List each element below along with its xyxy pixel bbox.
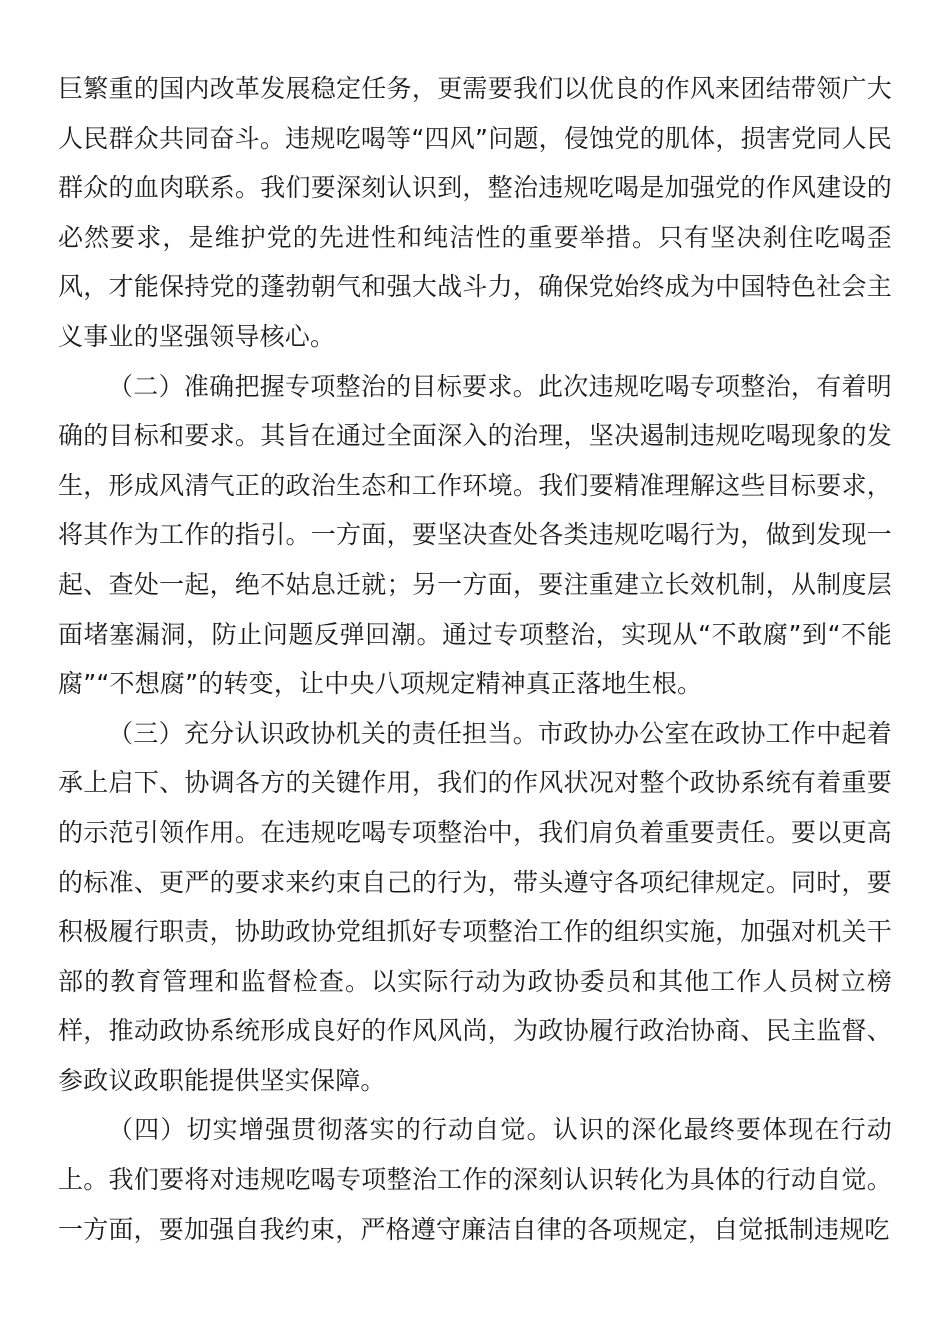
paragraph-section-three: （三）充分认识政协机关的责任担当。市政协办公室在政协工作中起着承上启下、协调各方的关键作用，我们的作风状况对整个政协系统有着重要的示范引领作用。在违规吃喝专项整治中，我们肩负着重要责任。要以更高的标准、更严的要求来约束自己的行为，带头遵守各项纪律规定。同时，要积极履行职责，协助政协党组抓好专项整治工作的组织实施，加强对机关干部的教育管理和监督检查。以实际行动为政协委员和其他工作人员树立榜样，推动政协系统形成良好的作风风尚，为政协履行政治协商、民主监督、参政议政职能提供坚实保障。 [58,718,892,1095]
paragraph-section-four: （四）切实增强贯彻落实的行动自觉。认识的深化最终要体现在行动上。我们要将对违规吃喝专项整治工作的深刻认识转化为具体的行动自觉。一方面，要加强自我约束，严格遵守廉洁自律的各项规定，自觉抵制违规吃 [58,1115,892,1244]
paragraph-continuation: 巨繁重的国内改革发展稳定任务，更需要我们以优良的作风来团结带领广大人民群众共同奋斗。违规吃喝等“四风”问题，侵蚀党的肌体，损害党同人民群众的血肉联系。我们要深刻认识到，整治违规吃喝是加强党的作风建设的必然要求，是维护党的先进性和纯洁性的重要举措。只有坚决刹住吃喝歪风，才能保持党的蓬勃朝气和强大战斗力，确保党始终成为中国特色社会主义事业的坚强领导核心。 [58,74,892,351]
document-page [58,64,892,1254]
paragraph-section-two: （二）准确把握专项整治的目标要求。此次违规吃喝专项整治，有着明确的目标和要求。其旨在通过全面深入的治理，坚决遏制违规吃喝现象的发生，形成风清气正的政治生态和工作环境。我们要精准理解这些目标要求，将其作为工作的指引。一方面，要坚决查处各类违规吃喝行为，做到发现一起、查处一起，绝不姑息迁就；另一方面，要注重建立长效机制，从制度层面堵塞漏洞，防止问题反弹回潮。通过专项整治，实现从“不敢腐”到“不能腐”“不想腐”的转变，让中央八项规定精神真正落地生根。 [58,371,892,699]
